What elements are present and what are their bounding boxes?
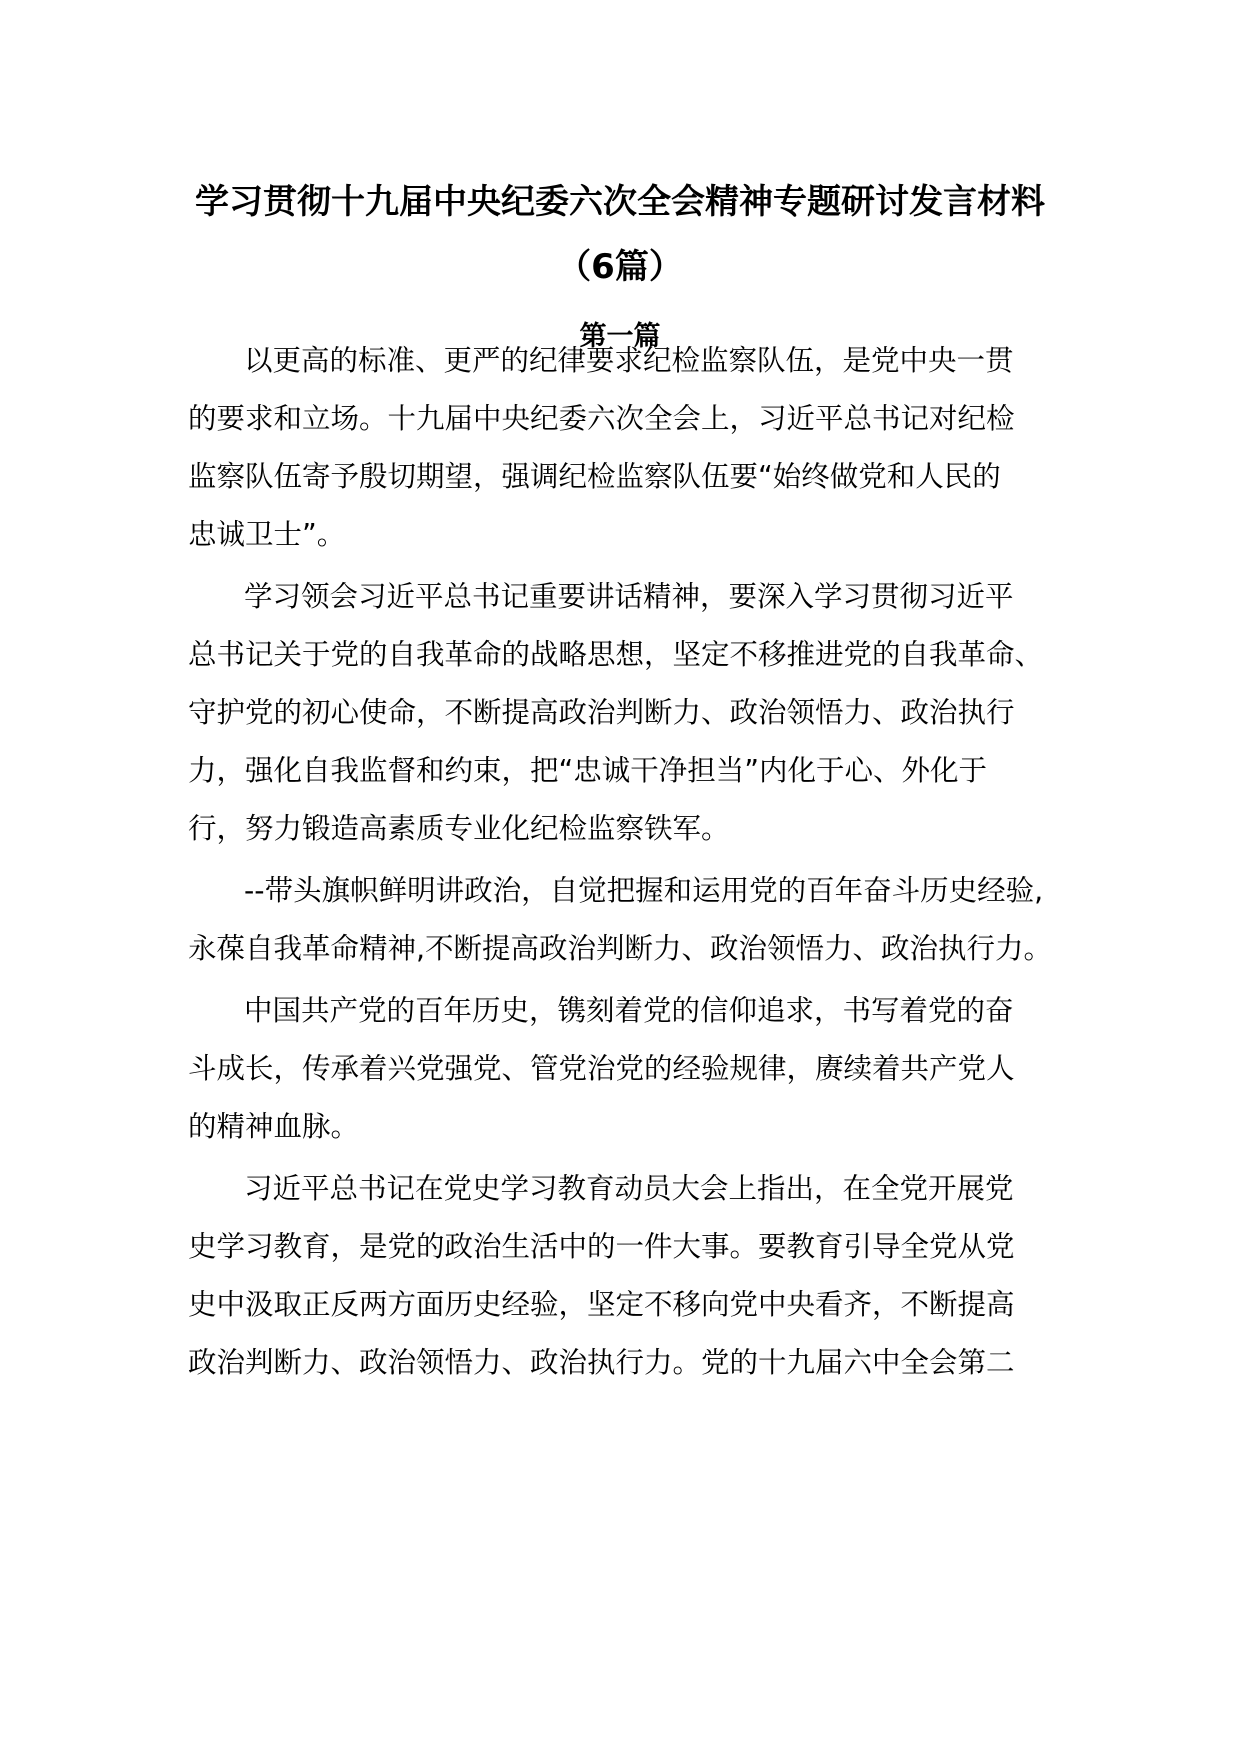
body-text-line: 的要求和立场。十九届中央纪委六次全会上，习近平总书记对纪检: [188, 402, 1015, 435]
body-text-line: 力，强化自我监督和约束，把“忠诚干净担当”内化于心、外化于: [188, 754, 988, 787]
section-heading: 第一篇: [579, 321, 661, 352]
body-text-line: 忠诚卫士”。: [188, 518, 346, 551]
body-text-line: 政治判断力、政治领悟力、政治执行力。党的十九届六中全会第二: [188, 1346, 1015, 1379]
document-title: 学习贯彻十九届中央纪委六次全会精神专题研讨发言材料: [195, 182, 1045, 222]
body-text-line: 史学习教育，是党的政治生活中的一件大事。要教育引导全党从党: [188, 1230, 1015, 1263]
body-text-line: 习近平总书记在党史学习教育动员大会上指出，在全党开展党: [244, 1172, 1014, 1205]
body-text-line: 总书记关于党的自我革命的战略思想，坚定不移推进党的自我革命、: [188, 638, 1044, 671]
document-title-count: （6篇）: [557, 247, 683, 287]
body-text-line: 监察队伍寄予殷切期望，强调纪检监察队伍要“始终做党和人民的: [188, 460, 1001, 493]
body-text-line: 的精神血脉。: [188, 1110, 360, 1143]
body-text-line: 以更高的标准、更严的纪律要求纪检监察队伍，是党中央一贯: [244, 344, 1014, 377]
body-text-line: 中国共产党的百年历史，镌刻着党的信仰追求，书写着党的奋: [244, 994, 1014, 1027]
body-text-line: 行，努力锻造高素质专业化纪检监察铁军。: [188, 812, 730, 845]
body-text-line: --带头旗帜鲜明讲政治，自觉把握和运用党的百年奋斗历史经验,: [244, 874, 1044, 907]
body-text-line: 史中汲取正反两方面历史经验，坚定不移向党中央看齐，不断提高: [188, 1288, 1015, 1321]
body-text-line: 学习领会习近平总书记重要讲话精神，要深入学习贯彻习近平: [244, 580, 1014, 613]
body-text-line: 斗成长，传承着兴党强党、管党治党的经验规律，赓续着共产党人: [188, 1052, 1015, 1085]
body-text-line: 永葆自我革命精神,不断提高政治判断力、政治领悟力、政治执行力。: [188, 932, 1053, 965]
body-text-line: 守护党的初心使命，不断提高政治判断力、政治领悟力、政治执行: [188, 696, 1015, 729]
